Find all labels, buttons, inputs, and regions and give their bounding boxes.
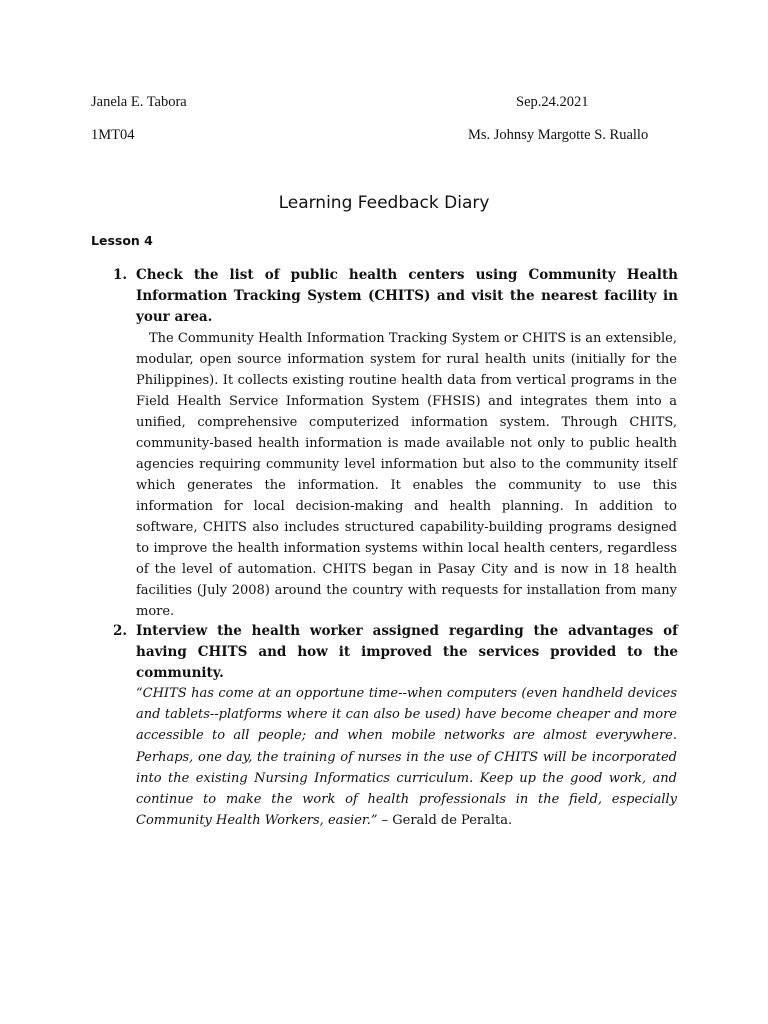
question-2: [113, 621, 678, 684]
answer-2-quote: [136, 683, 677, 831]
question-1-number: 1.: [113, 267, 128, 283]
quote-attribution: – Gerald de Peralta.: [377, 813, 513, 829]
section-code: 1MT04: [91, 127, 135, 143]
lesson-label: Lesson 4: [91, 233, 153, 248]
document-title: Learning Feedback Diary: [278, 193, 490, 213]
student-name: Janela E. Tabora: [91, 94, 187, 110]
quote-text: “CHITS has come at an opportune time--when computers (even handheld devices and tablets--platforms where it can also be used) have become cheaper and more accessible to all people; and when mobile networks are almost everywhere. Perhaps, one day, the training of nurses in the use of CHITS will be incorporated into the existing Nursing Informatics curriculum. Keep up the good work, and continue to make the work of health professionals in the field, especially Community Health Workers, easier.”: [136, 686, 677, 829]
question-1-text: Check the list of public health centers using Community Health Information Tracking System (CHITS) and visit the nearest facility in your area.: [136, 267, 678, 325]
answer-1-paragraph: The Community Health Information Tracking System or CHITS is an extensible, modular, open source information system for rural health units (initially for the Philippines). It collects existing routine health data from vertical programs in the Field Health Service Information System (FHSIS) and integrates them into a unified, comprehensive computerized information system. Through CHITS, community-based health information is made available not only to public health agencies requiring community level information but also to the community itself which generates the information. It enables the community to use this information for local decision-making and health planning. In addition to software, CHITS also includes structured capability-building programs designed to improve the health information systems within local health centers, regardless of the level of automation. CHITS began in Pasay City and is now in 18 health facilities (July 2008) around the country with requests for installation from many more.: [136, 331, 677, 619]
question-2-number: 2.: [113, 623, 128, 639]
question-1: [113, 265, 678, 328]
instructor-name: Ms. Johnsy Margotte S. Ruallo: [468, 127, 649, 143]
question-2-text: Interview the health worker assigned regarding the advantages of having CHITS and how it improved the services provided to the community.: [136, 623, 678, 681]
date: Sep.24.2021: [516, 94, 589, 110]
